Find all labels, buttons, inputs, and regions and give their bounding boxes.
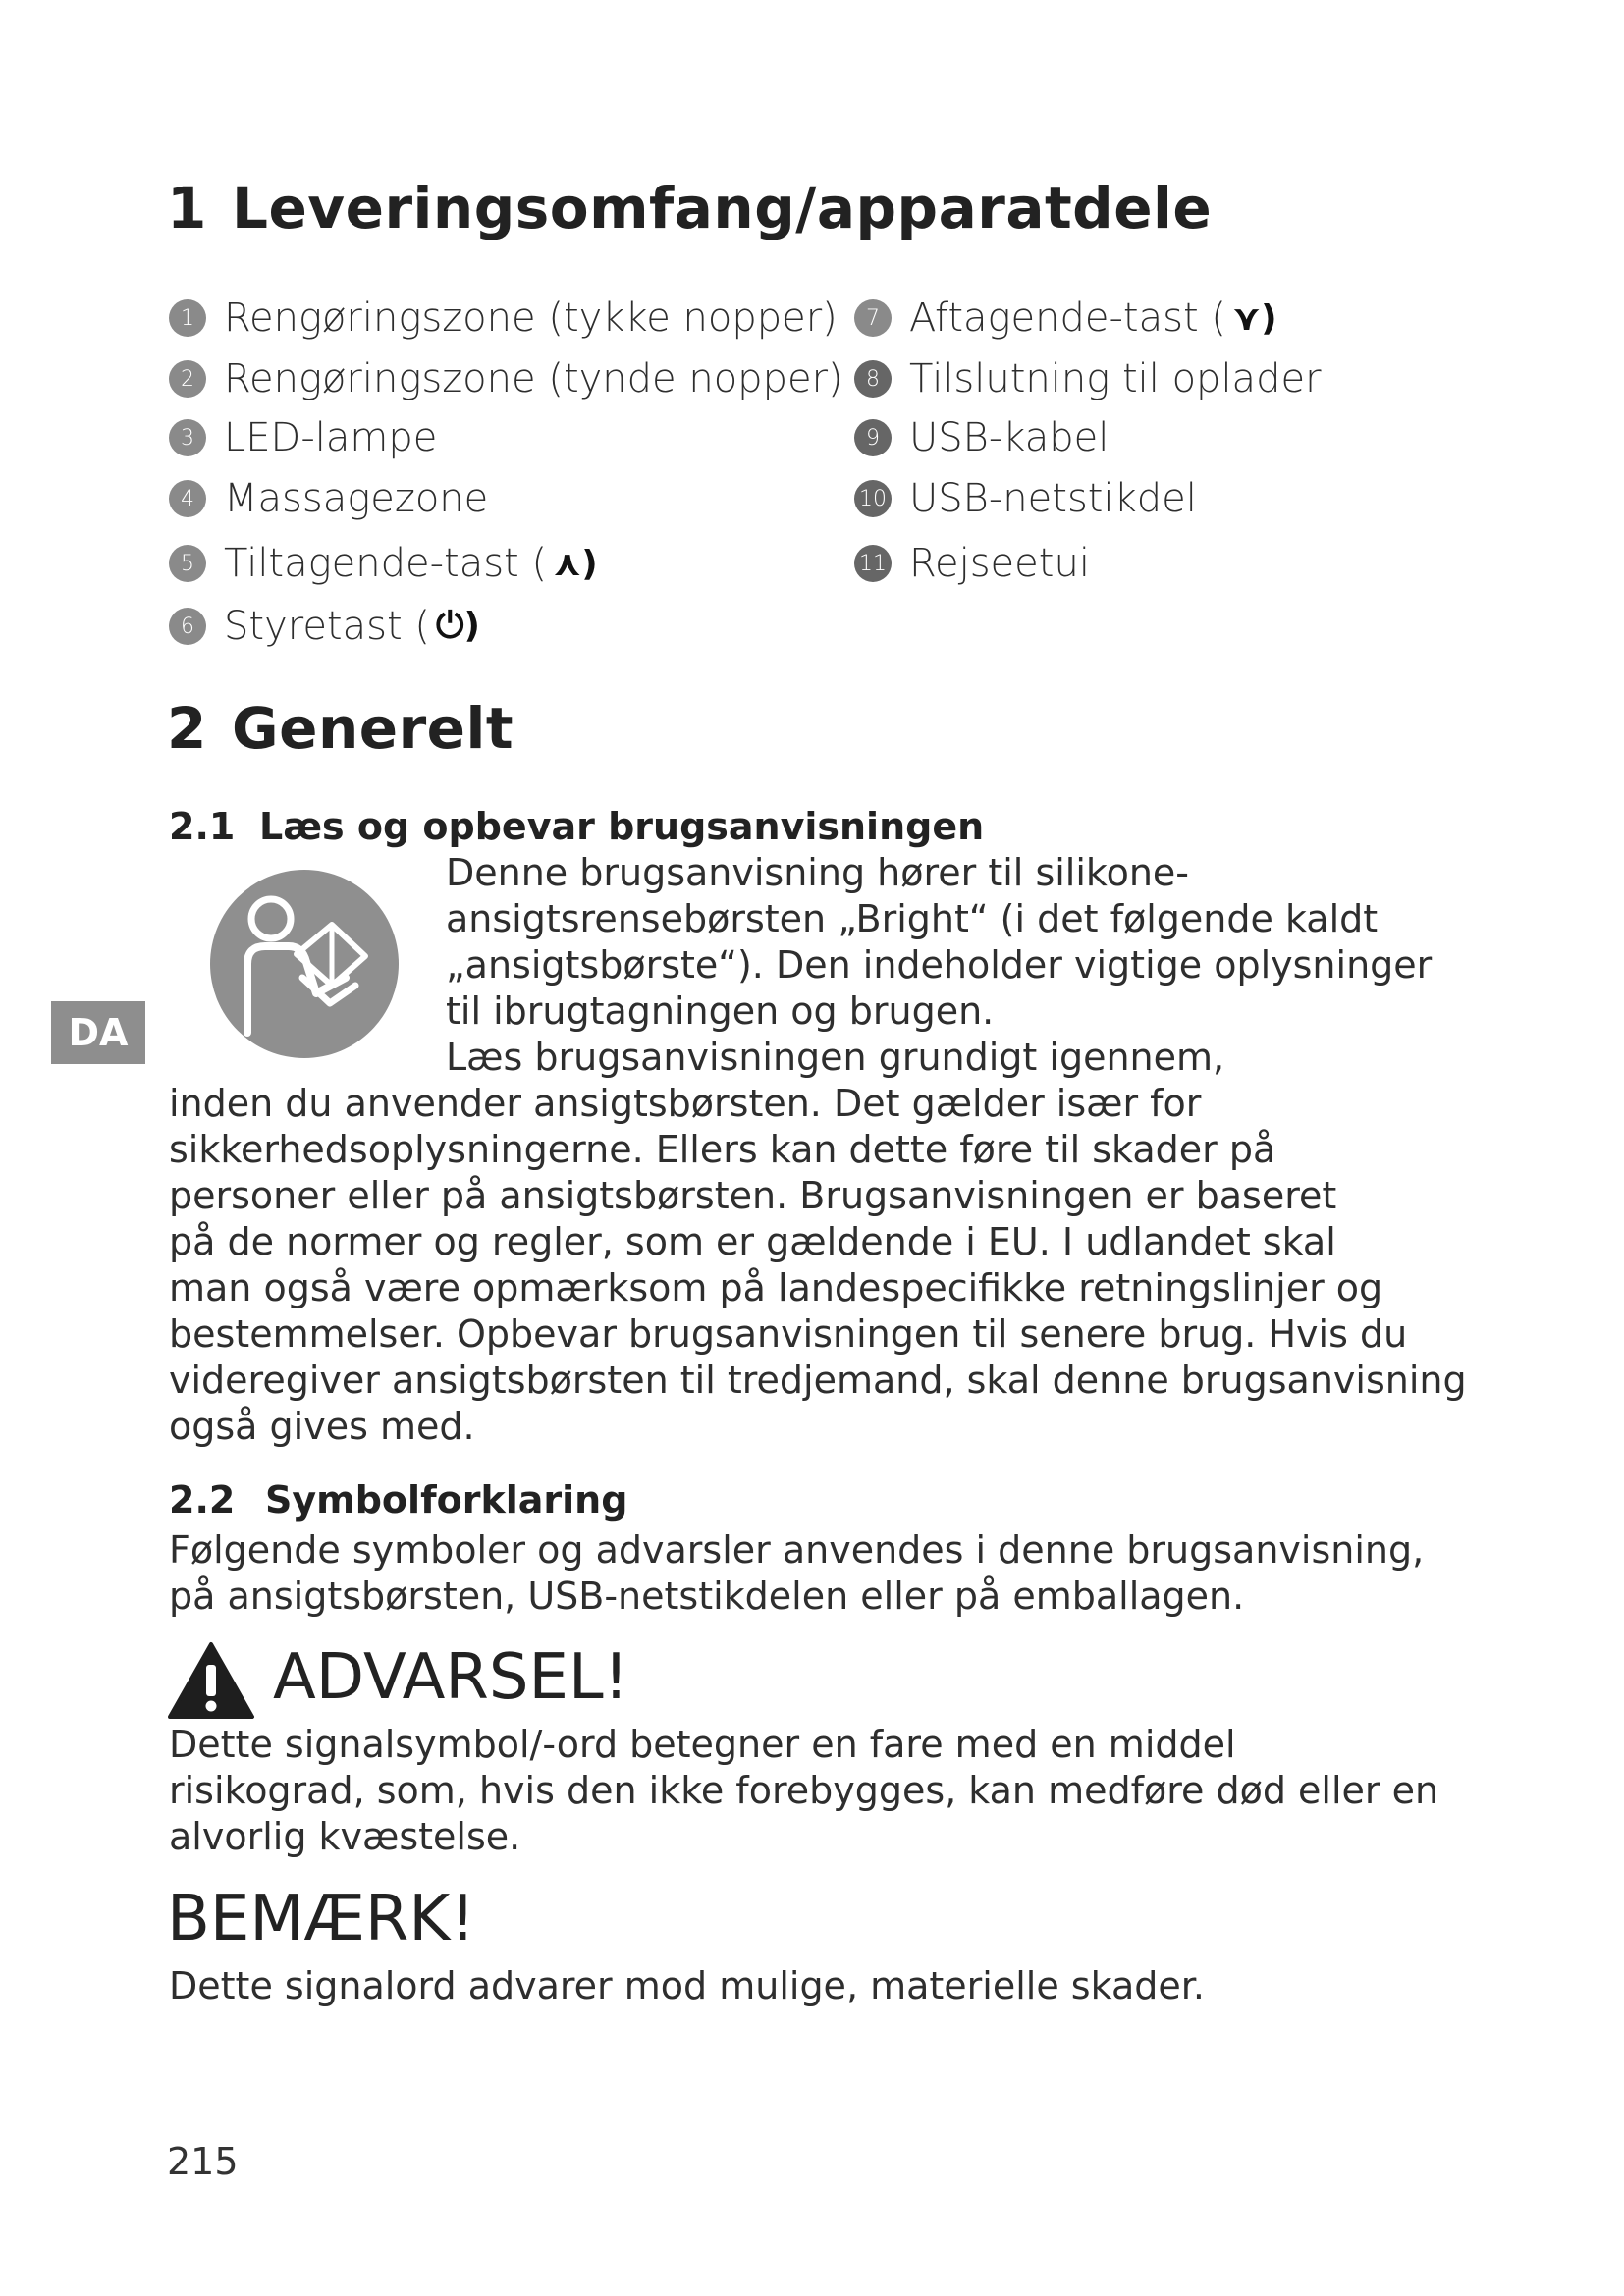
list-item	[169, 471, 488, 526]
item-number-badge: 4	[169, 480, 206, 517]
section-1-heading	[167, 175, 1212, 241]
text-line: på de normer og regler, som er gældende i EU. I udlandet skal	[169, 1220, 1336, 1263]
text-line: videregiver ansigtsbørsten til tredjemand, skal denne brugsanvisning	[169, 1359, 1467, 1402]
item-label: Tilslutning til oplader	[909, 356, 1322, 401]
text-line: ansigtsrensebørsten „Bright“ (i det følgende kaldt	[446, 897, 1379, 940]
text-line: også gives med.	[169, 1405, 475, 1448]
section-number: 1	[167, 175, 207, 241]
item-label: Aftagende-tast (	[909, 295, 1226, 341]
text-line: Denne brugsanvisning hører til silikone-	[446, 851, 1189, 894]
decrease-icon: ⋎)	[1231, 297, 1277, 339]
subsection-number: 2.1	[169, 805, 236, 848]
text-line: personer eller på ansigtsbørsten. Brugsanvisningen er baseret	[169, 1174, 1337, 1217]
item-number-badge: 3	[169, 419, 206, 456]
item-number-badge: 2	[169, 360, 206, 398]
subsection-title: Læs og opbevar brugsanvisningen	[259, 805, 985, 848]
text-line: til ibrugtagningen og brugen.	[446, 989, 995, 1033]
text-line: Dette signalord advarer mod mulige, materielle skader.	[169, 1964, 1205, 2007]
item-number-badge: 7	[854, 299, 892, 337]
list-item	[854, 471, 1197, 526]
item-label: Tiltagende-tast (	[224, 541, 548, 586]
list-item	[169, 351, 843, 406]
item-number-badge: 9	[854, 419, 892, 456]
language-tab: DA	[51, 1001, 145, 1064]
item-label: USB-kabel	[909, 415, 1110, 460]
subsection-2-2-heading	[169, 1478, 627, 1522]
list-item	[854, 410, 1109, 465]
warning-triangle-icon	[167, 1641, 255, 1720]
read-manual-icon	[208, 868, 401, 1060]
notice-heading: BEMÆRK!	[167, 1883, 475, 1955]
warning-heading: ADVARSEL!	[273, 1641, 629, 1714]
item-number-badge: 8	[854, 360, 892, 398]
text-line: Dette signalsymbol/-ord betegner en fare med en middel	[169, 1723, 1236, 1766]
section-2-heading	[167, 695, 514, 762]
item-label: Rengøringszone (tykke nopper)	[224, 295, 838, 341]
section-title: Leveringsomfang/apparatdele	[232, 175, 1213, 241]
text-line: inden du anvender ansigtsbørsten. Det gælder især for	[169, 1082, 1202, 1125]
list-item	[169, 291, 838, 346]
item-number-badge: 6	[169, 608, 206, 645]
subsection-number: 2.2	[169, 1478, 236, 1522]
section-number: 2	[167, 695, 207, 762]
item-label: Massagezone	[224, 476, 489, 521]
power-icon: ⏻)	[435, 606, 480, 646]
list-item	[169, 410, 437, 465]
text-line: bestemmelser. Opbevar brugsanvisningen til senere brug. Hvis du	[169, 1312, 1408, 1356]
list-item	[854, 291, 1277, 346]
item-number-badge: 11	[854, 545, 892, 582]
text-line: Følgende symboler og advarsler anvendes i denne brugsanvisning,	[169, 1528, 1425, 1572]
subsection-title: Symbolforklaring	[265, 1478, 628, 1522]
item-label: Rengøringszone (tynde nopper)	[224, 356, 843, 401]
increase-icon: ⋏)	[553, 543, 598, 584]
item-label: USB-netstikdel	[909, 476, 1197, 521]
subsection-2-1-heading	[169, 805, 984, 848]
item-label: Rejseetui	[909, 541, 1090, 586]
list-item	[169, 599, 480, 654]
list-item	[169, 536, 598, 591]
list-item	[854, 536, 1090, 591]
item-number-badge: 1	[169, 299, 206, 337]
text-line: Læs brugsanvisningen grundigt igennem,	[446, 1036, 1225, 1079]
item-number-badge: 5	[169, 545, 206, 582]
item-label: LED-lampe	[224, 415, 438, 460]
page-number: 215	[167, 2140, 239, 2183]
list-item	[854, 351, 1322, 406]
text-line: sikkerhedsoplysningerne. Ellers kan dette føre til skader på	[169, 1128, 1276, 1171]
section-title: Generelt	[232, 695, 514, 762]
text-line: man også være opmærksom på landespecifikke retningslinjer og	[169, 1266, 1383, 1309]
text-line: på ansigtsbørsten, USB-netstikdelen eller på emballagen.	[169, 1575, 1245, 1618]
text-line: alvorlig kvæstelse.	[169, 1815, 521, 1858]
text-line: risikograd, som, hvis den ikke forebygges, kan medføre død eller en	[169, 1769, 1439, 1812]
item-label: Styretast (	[224, 604, 430, 649]
item-number-badge: 10	[854, 480, 892, 517]
text-line: „ansigtsbørste“). Den indeholder vigtige oplysninger	[446, 943, 1433, 987]
